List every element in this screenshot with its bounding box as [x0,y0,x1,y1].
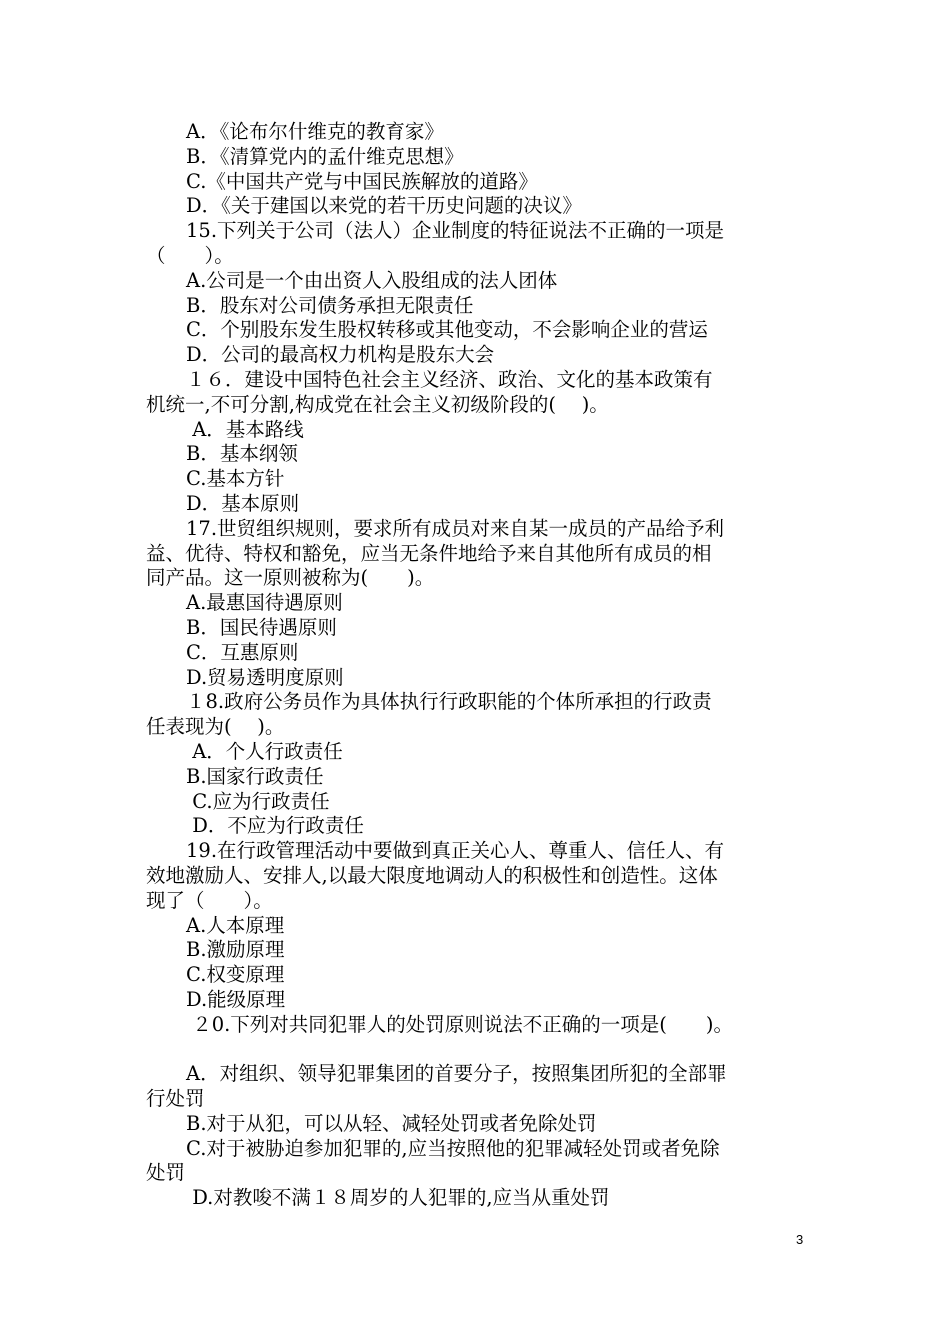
q14-option-b: B．《清算党内的孟什维克思想》 [186,144,464,168]
q17-stem-line1: 17.世贸组织规则，要求所有成员对来自某一成员的产品给予利 [186,516,725,540]
q20-option-a-line2: 行处罚 [146,1087,205,1111]
q15-stem-line2: （ ）。 [146,243,234,267]
q18-option-c: C.应为行政责任 [186,789,330,813]
q18-stem-line2: 任表现为( )。 [146,715,285,739]
q16-stem-line2: 机统一,不可分割,构成党在社会主义初级阶段的( )。 [146,392,609,416]
q19-stem-line3: 现了（ ）。 [146,888,273,912]
q18-option-b: B.国家行政责任 [186,764,324,788]
q14-option-d: D．《关于建国以来党的若干历史问题的决议》 [186,194,582,218]
q15-option-d: D．公司的最高权力机构是股东大会 [186,343,495,367]
q16-option-d: D．基本原则 [186,491,300,515]
q17-stem-line2: 益、优待、特权和豁免，应当无条件地给予来自其他所有成员的相 [146,541,712,565]
q19-option-c: C.权变原理 [186,963,285,987]
q15-option-c: C．个别股东发生股权转移或其他变动，不会影响企业的营运 [186,318,708,342]
q19-option-d: D.能级原理 [186,987,286,1011]
q16-option-c: C.基本方针 [186,467,285,491]
q18-stem-line1: １8.政府公务员作为具体执行行政职能的个体所承担的行政责 [186,690,712,714]
q20-option-d: D.对教唆不满１８周岁的人犯罪的,应当从重处罚 [186,1186,610,1210]
q20-option-c-line2: 处罚 [146,1161,186,1185]
q20-stem-line1: ２0.下列对共同犯罪人的处罚原则说法不正确的一项是( )。 [186,1012,734,1036]
q20-option-a-line1: A．对组织、领导犯罪集团的首要分子，按照集团所犯的全部罪 [186,1062,727,1086]
q18-option-a: A．个人行政责任 [186,739,343,763]
q19-stem-line1: 19.在行政管理活动中要做到真正关心人、尊重人、信任人、有 [186,839,725,863]
q17-option-c: C．互惠原则 [186,640,299,664]
blank-line [146,1037,814,1062]
q14-option-a: A．《论布尔什维克的教育家》 [186,120,444,143]
q19-option-a: A.人本原理 [186,913,285,937]
q17-stem-line3: 同产品。这一原则被称为( )。 [146,566,435,590]
q15-option-a: A.公司是一个由出资人入股组成的法人团体 [186,268,558,292]
q17-option-d: D.贸易透明度原则 [186,665,344,689]
q20-option-c-line1: C.对于被胁迫参加犯罪的,应当按照他的犯罪减轻处罚或者免除 [186,1136,720,1160]
q14-option-c: C.《中国共产党与中国民族解放的道路》 [186,169,538,193]
q15-stem-line1: 15.下列关于公司（法人）企业制度的特征说法不正确的一项是 [186,219,725,243]
q15-option-b: B．股东对公司债务承担无限责任 [186,293,474,317]
page-content [146,120,814,1211]
q16-stem-line1: １６．建设中国特色社会主义经济、政治、文化的基本政策有 [186,367,713,391]
q19-option-b: B.激励原理 [186,938,285,962]
q19-stem-line2: 效地激励人、安排人,以最大限度地调动人的积极性和创造性。这体 [146,863,718,887]
page-number: 3 [796,1232,804,1247]
q16-option-a: A．基本路线 [186,417,304,441]
q17-option-a: A.最惠国待遇原则 [186,591,343,615]
q18-option-d: D．不应为行政责任 [186,814,364,838]
q20-option-b: B.对于从犯，可以从轻、减轻处罚或者免除处罚 [186,1111,597,1135]
q16-option-b: B．基本纲领 [186,442,298,466]
q17-option-b: B．国民待遇原则 [186,615,337,639]
